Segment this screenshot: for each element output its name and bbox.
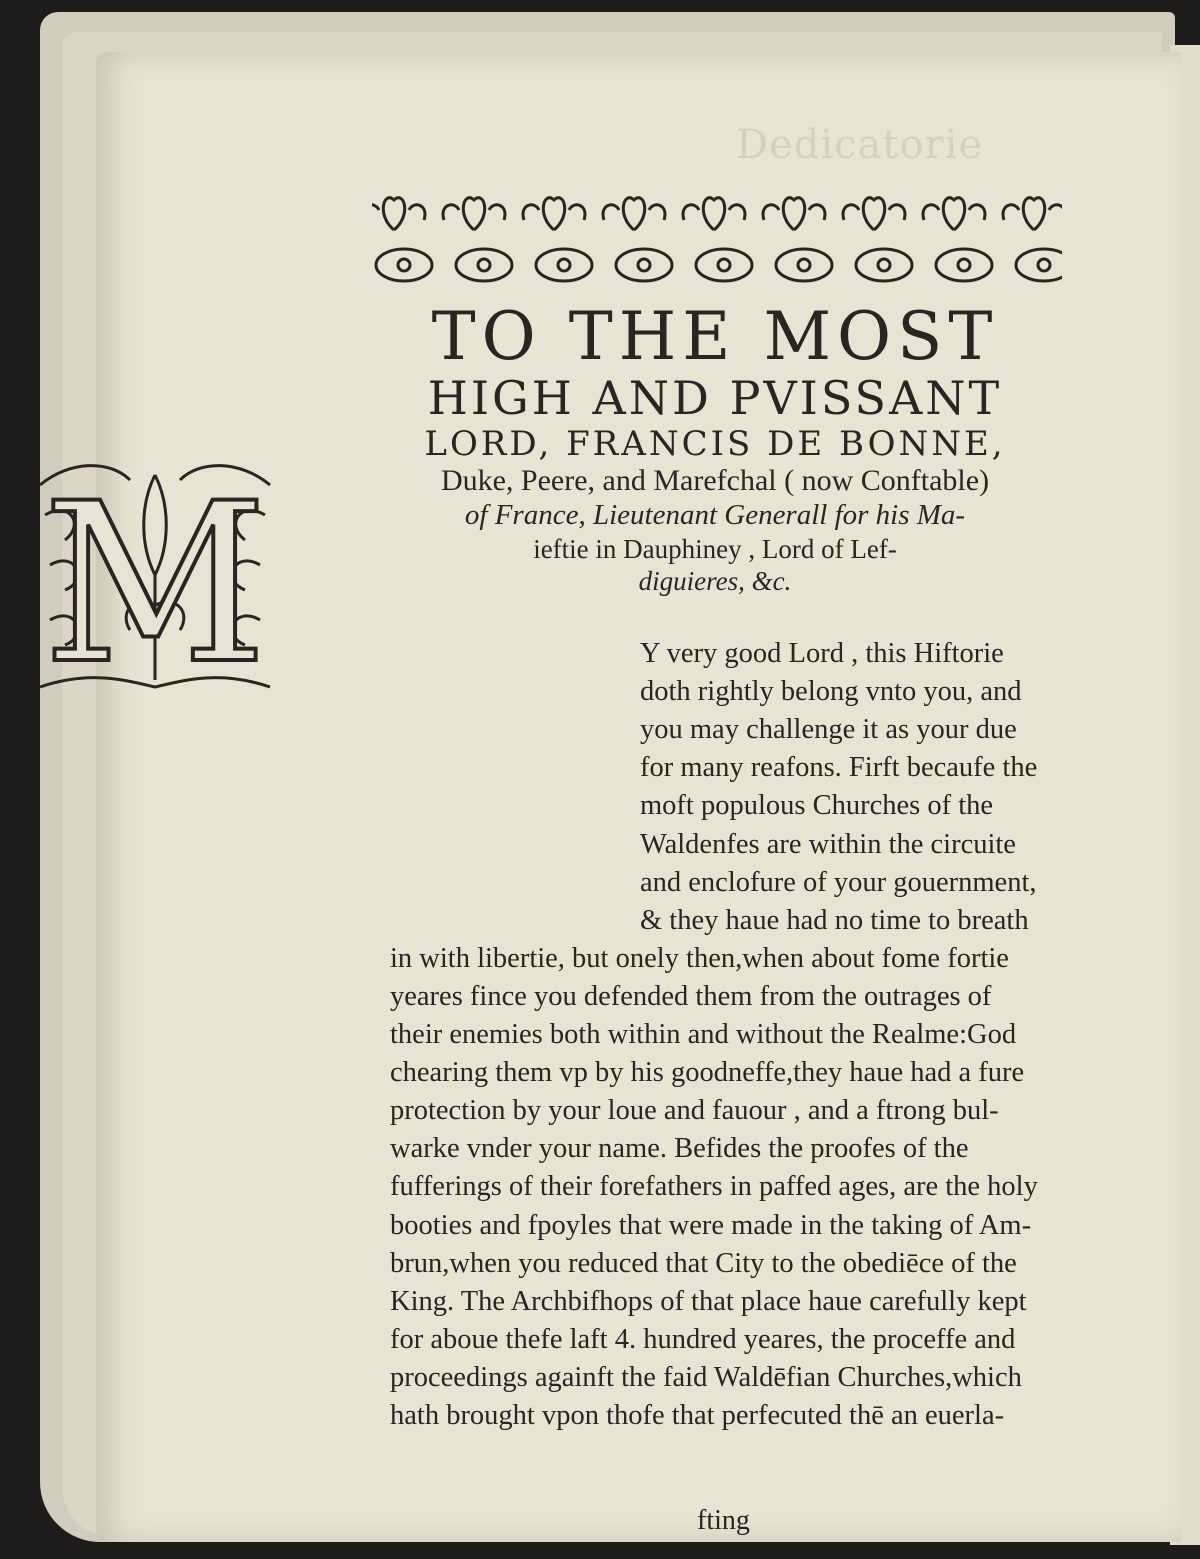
- headpiece-ornament: [372, 180, 1062, 290]
- dedication-block: [360, 180, 1090, 596]
- body-line: warke vnder your name. Befides the proofes of the: [390, 1133, 969, 1165]
- title-line-1: TO THE MOST: [431, 298, 999, 375]
- bleed-through-text: Dedicatorie: [736, 122, 984, 168]
- body-line: hath brought vpon thofe that perfecuted thē an euerla-: [390, 1400, 1005, 1431]
- body-line: protection by your loue and fauour , and a ftrong bul-: [390, 1095, 999, 1127]
- body-line: doth rightly belong vnto you, and: [640, 676, 1022, 708]
- body-line: you may challenge it as your due: [640, 714, 1017, 746]
- title-line-5: of France, Lieutenant Generall for his Ma-: [464, 499, 966, 531]
- body-line: in with libertie, but onely then,when about fome fortie: [390, 942, 1009, 974]
- body-line: chearing them vp by his goodneffe,they haue had a fure: [390, 1057, 1025, 1089]
- decorated-initial: [30, 455, 280, 700]
- body-line: Y very good Lord , this Hiftorie: [640, 638, 1004, 669]
- title-line-7: diguieres, &c.: [638, 566, 792, 596]
- title-line-2: HIGH AND PVISSANT: [427, 371, 1003, 425]
- body-line: for many reafons. Firft becaufe the: [640, 752, 1038, 784]
- title-line-6: ieftie in Dauphiney , Lord of Lef-: [533, 534, 897, 564]
- floral-initial-icon: [30, 455, 280, 700]
- body-line: fufferings of their forefathers in paffed ages, are the holy: [390, 1171, 1038, 1203]
- body-line: and enclofure of your gouernment,: [640, 866, 1037, 898]
- body-line: Waldenfes are within the circuite: [640, 828, 1016, 860]
- catchword: fting: [697, 1505, 750, 1536]
- body-line: moft populous Churches of the: [640, 790, 994, 822]
- initial-letter: M: [42, 456, 268, 700]
- title-line-3: LORD, FRANCIS DE BONNE,: [424, 424, 1006, 464]
- body-line: King. The Archbifhops of that place haue carefully kept: [390, 1285, 1027, 1317]
- body-line: yeares fince you defended them from the outrages of: [390, 980, 992, 1012]
- body-line: their enemies both within and without the Realme:God: [390, 1019, 1017, 1050]
- body-line: booties and fpoyles that were made in the taking of Am-: [390, 1209, 1032, 1241]
- body-line: brun,when you reduced that City to the obediēce of the: [390, 1247, 1017, 1279]
- body-line: proceedings againft the faid Waldēfian Churches,which: [390, 1361, 1022, 1393]
- body-line: for aboue thefe laft 4. hundred yeares, the proceffe and: [390, 1323, 1016, 1355]
- ornament-icon: [372, 180, 1062, 290]
- title-line-4: Duke, Peere, and Marefchal ( now Conftable): [440, 464, 990, 497]
- body-line: & they haue had no time to breath: [640, 904, 1029, 936]
